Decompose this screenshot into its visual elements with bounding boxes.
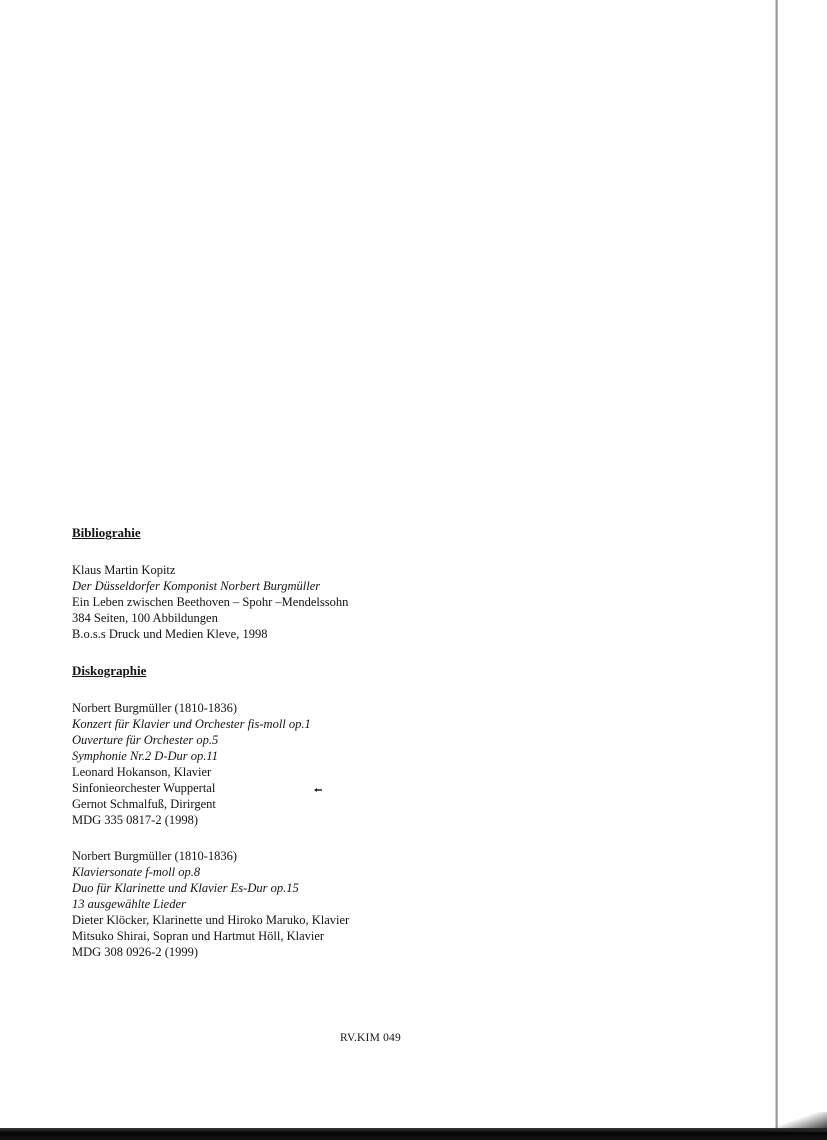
bib-author: Klaus Martin Kopitz <box>72 563 176 577</box>
disc1-work-1: Konzert für Klavier und Orchester fis-moll op.1 <box>72 717 311 731</box>
stray-mark-icon <box>314 788 322 792</box>
discography-entry-2 <box>72 848 672 960</box>
disc1-catalog-number: MDG 335 0817-2 (1998) <box>72 813 199 827</box>
disc2-work-1: Klaviersonate f-moll op.8 <box>72 865 201 879</box>
disc2-work-2: Duo für Klarinette und Klavier Es-Dur op.15 <box>72 881 299 895</box>
page-edge-shadow-bottom <box>0 1128 827 1140</box>
disc1-composer: Norbert Burgmüller (1810-1836) <box>72 701 238 715</box>
disc1-work-3: Symphonie Nr.2 D-Dur op.11 <box>72 749 218 763</box>
disc2-performer-2: Mitsuko Shirai, Sopran und Hartmut Höll, Klavier <box>72 929 325 943</box>
bib-publisher: B.o.s.s Druck und Medien Kleve, 1998 <box>72 627 268 641</box>
bib-pages: 384 Seiten, 100 Abbildungen <box>72 611 218 625</box>
disc1-work-2: Ouverture für Orchester op.5 <box>72 733 219 747</box>
disc1-performer-1: Leonard Hokanson, Klavier <box>72 765 212 779</box>
disc1-performer-2: Sinfonieorchester Wuppertal <box>72 781 216 795</box>
disc2-work-3: 13 ausgewählte Lieder <box>72 897 186 911</box>
page-edge-shadow-right <box>775 0 778 1132</box>
discography-entry-1 <box>72 700 672 828</box>
disc2-catalog-number: MDG 308 0926-2 (1999) <box>72 945 199 959</box>
bib-title: Der Düsseldorfer Komponist Norbert Burgmüller <box>72 579 321 593</box>
page-corner-shadow <box>770 1112 827 1132</box>
catalog-id: RV.KIM 049 <box>340 1032 401 1044</box>
bib-subtitle: Ein Leben zwischen Beethoven – Spohr –Mendelssohn <box>72 595 349 609</box>
disc1-performer-3: Gernot Schmalfuß, Dirirgent <box>72 797 216 811</box>
bibliography-heading: Bibliograhie <box>72 525 141 540</box>
disc2-performer-1: Dieter Klöcker, Klarinette und Hiroko Maruko, Klavier <box>72 913 350 927</box>
document-body <box>72 524 672 960</box>
bibliography-entry <box>72 562 672 642</box>
discography-heading: Diskographie <box>72 663 147 678</box>
disc2-composer: Norbert Burgmüller (1810-1836) <box>72 849 238 863</box>
